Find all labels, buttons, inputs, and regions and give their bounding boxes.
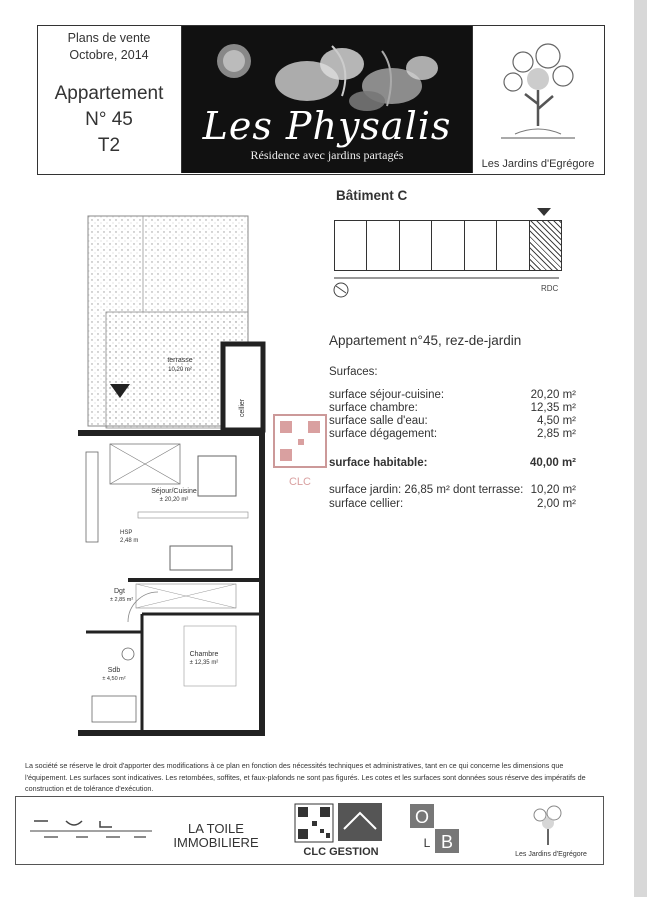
residence-subtitle: Résidence avec jardins partagés [250,148,404,162]
habitable-label: surface habitable: [329,457,428,469]
svg-text:B: B [440,832,454,852]
olb-logo-icon [409,803,461,855]
hsp-value: 2,48 m [120,538,139,544]
surface-label: surface séjour-cuisine: [329,389,445,401]
unit-cell [367,221,399,270]
surface-row [329,428,576,440]
clc-gestion-label: CLC GESTION [303,846,379,858]
svg-text:O: O [414,807,430,827]
dgt-label: Dgt [114,588,125,595]
bath-area-value: ± 4,50 m² [102,676,126,682]
cellar-value: 2,00 m² [537,498,576,510]
residence-name: Les Physalis [202,104,452,148]
apartment-title: Appartement n°45, rez-de-jardin [329,333,522,348]
tree-logo-icon [493,34,583,142]
surface-value: 12,35 m² [530,402,576,414]
jardins-small-caption: Les Jardins d'Egrégore [515,851,587,858]
unit-cell [432,221,464,270]
surface-row [329,389,576,401]
developer-caption: Les Jardins d'Egrégore [481,158,595,170]
garden-row [329,484,576,496]
clc-logo-icon [338,803,382,841]
surface-value: 2,85 m² [537,428,576,440]
scan-edge [634,0,647,897]
disclaimer-text: La société se réserve le droit d'apporter des modifications à ce plan en fonction des nécessités techniques et administratives, tant en ce qui concerne les dimensions que l'équipement. Les surfaces sont indicatives. Les retombées, soffites, et faux-plafonds ne sont pas figurés. Les cotes et les surfaces sont données sous réserve des impératifs de construction et de tolérance d'exécution. [25,761,586,793]
header-box [37,25,605,175]
surface-label: surface dégagement: [329,428,438,440]
cellar-row [329,498,576,510]
surface-value: 4,50 m² [537,415,576,427]
cellar-label: cellier [239,398,246,418]
plans-line2: Octobre, 2014 [69,48,149,62]
svg-text:CLC: CLC [288,476,312,488]
header-left [38,26,182,173]
surface-label: surface salle d'eau: [329,415,428,427]
garden-value: 10,20 m² [530,484,576,496]
cellar-label: surface cellier: [329,498,404,510]
apt-type: T2 [97,135,121,156]
apt-word: Appartement [54,83,164,104]
surface-label: surface chambre: [329,402,418,414]
jardins-tree-icon [526,803,570,849]
surface-value: 20,20 m² [530,389,576,401]
garden-label: surface jardin: 26,85 m² dont terrasse: [329,484,524,496]
unit-cell [400,221,432,270]
living-area-value: ± 20,20 m² [159,497,189,503]
location-marker-icon [537,208,551,218]
ground-line [331,276,561,300]
qr-code-icon [294,803,334,843]
qr-watermark [272,413,332,493]
header-banner [182,26,472,173]
bath-label: Sdb [107,667,121,674]
habitable-row [329,457,576,469]
svg-text:L: L [423,836,431,850]
apt-number: N° 45 [85,109,133,130]
unit-cell-highlighted [530,221,561,270]
bedroom-area-value: ± 12,35 m² [189,660,219,666]
surface-row [329,402,576,414]
unit-cell [497,221,529,270]
building-title: Bâtiment C [336,188,408,203]
floor-plan [78,212,278,742]
terrace-area-value: 10,20 m² [168,367,192,373]
bedroom-label: Chambre [189,651,219,658]
unit-cell [335,221,367,270]
header-right [472,26,604,173]
surfaces-label: Surfaces: [329,366,378,378]
surface-row [329,415,576,427]
rdc-label: RDC [541,284,559,293]
terrace-label: terrasse [167,357,193,364]
unit-cell [465,221,497,270]
partner-logos [15,796,604,865]
jvl-promotion-logo-icon [26,815,156,841]
living-label: Séjour/Cuisine [151,488,197,495]
building-elevation [334,220,562,271]
dgt-area-value: ± 2,85 m² [110,597,134,603]
latoile-line1: LA TOILE [188,821,244,836]
hsp-label: HSP [120,530,133,536]
plans-line1: Plans de vente [67,31,151,45]
habitable-value: 40,00 m² [529,457,576,469]
latoile-line2: IMMOBILIERE [173,835,259,850]
